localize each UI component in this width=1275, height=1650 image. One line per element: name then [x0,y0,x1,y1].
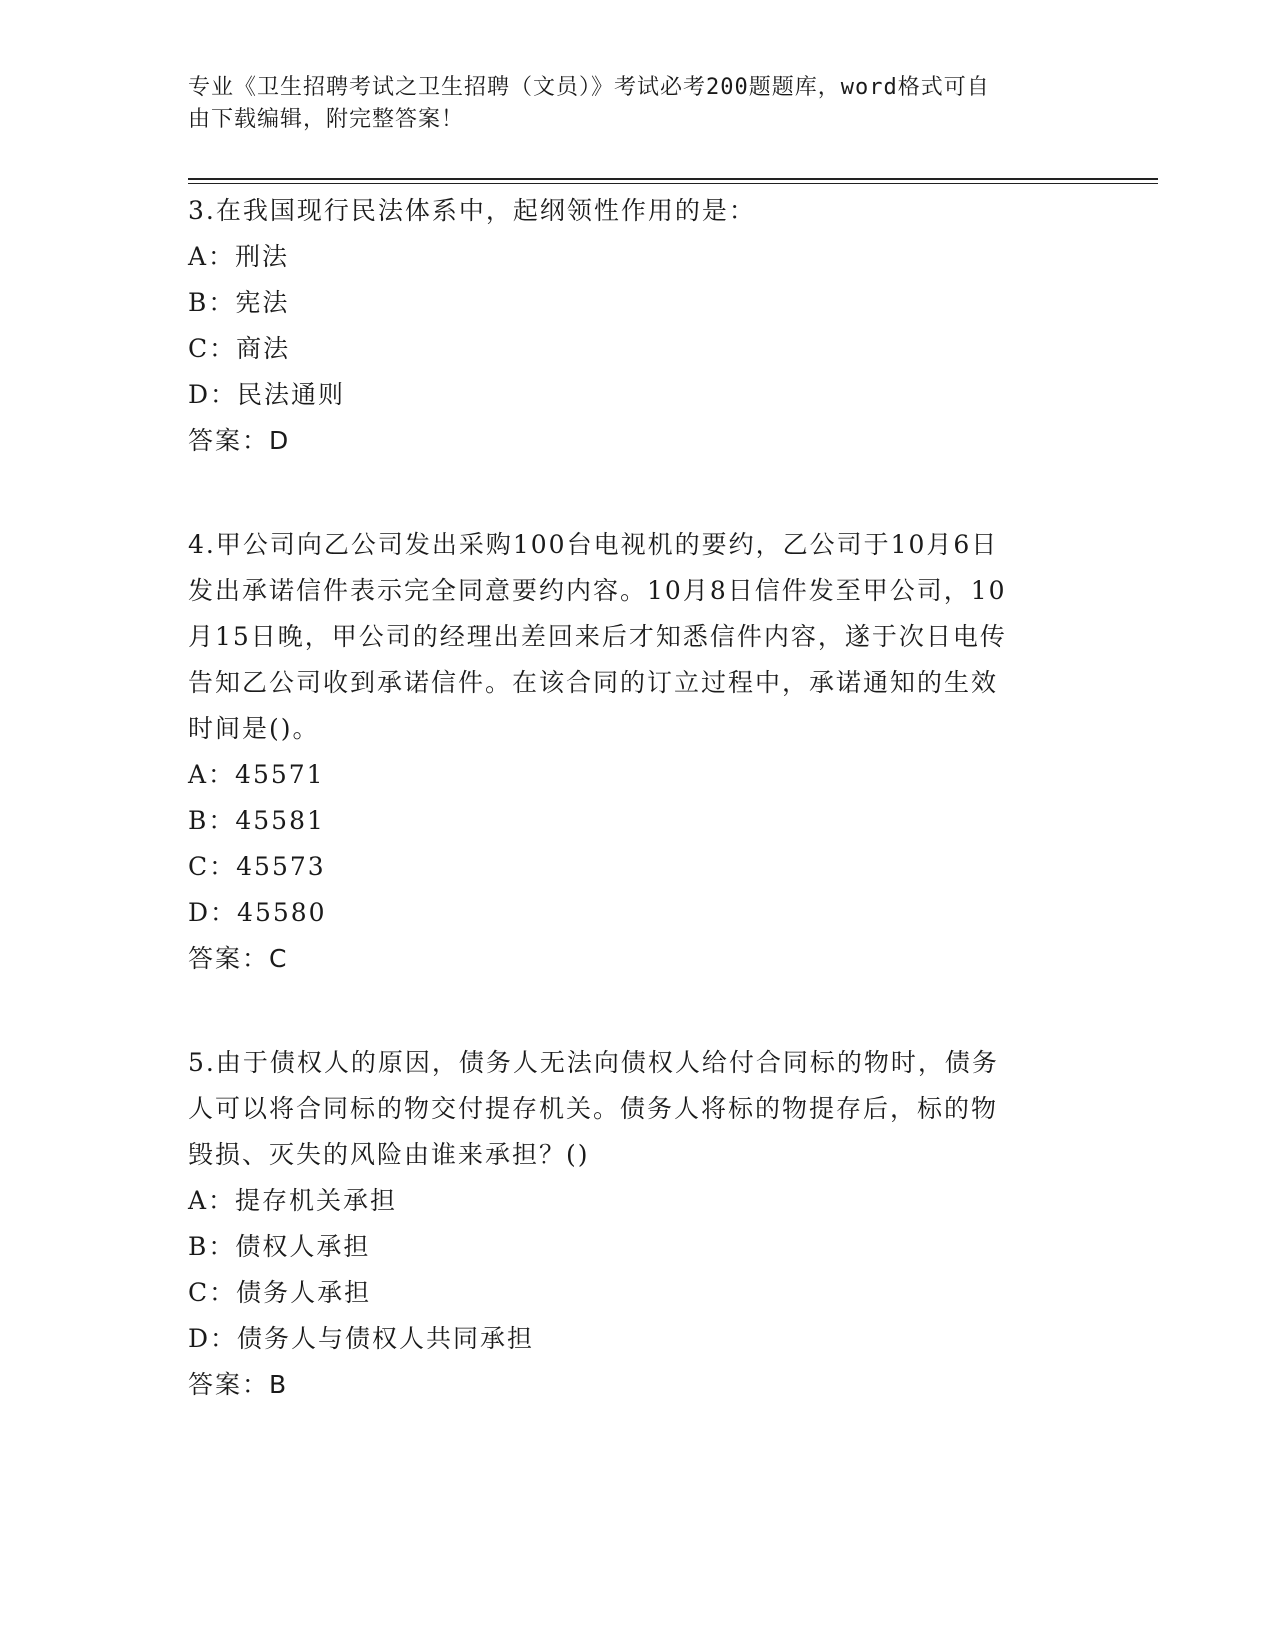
answer-label: 答案：B [188,1370,289,1399]
header-line: 专业《卫生招聘考试之卫生招聘（文员）》考试必考200题题库，word格式可自 [188,75,990,100]
option-d: D：45580 [188,898,327,927]
question-text: 毁损、灭失的风险由谁来承担？() [188,1140,590,1169]
question-item [188,188,1088,464]
option-c: C：45573 [188,852,326,881]
question-text: 月15日晚，甲公司的经理出差回来后才知悉信件内容，遂于次日电传 [188,622,1007,651]
question-text: 发出承诺信件表示完全同意要约内容。10月8日信件发至甲公司，10 [188,576,1007,605]
option-c: C：商法 [188,334,291,363]
option-b: B：宪法 [188,288,290,317]
answer-label: 答案：C [188,944,289,973]
question-text: 告知乙公司收到承诺信件。在该合同的订立过程中，承诺通知的生效 [188,668,999,697]
header-divider [188,183,1158,184]
question-item [188,1040,1088,1408]
option-b: B：债权人承担 [188,1232,371,1261]
question-list [188,188,1088,1408]
question-text: 4.甲公司向乙公司发出采购100台电视机的要约，乙公司于10月6日 [188,530,999,559]
document-header [188,72,1088,136]
question-item [188,522,1088,982]
option-d: D：民法通则 [188,380,346,409]
question-spacer [188,982,1088,1040]
option-a: A：刑法 [188,242,290,271]
question-text: 5.由于债权人的原因，债务人无法向债权人给付合同标的物时，债务 [188,1048,999,1077]
question-text: 3.在我国现行民法体系中，起纲领性作用的是： [188,196,756,225]
option-a: A：提存机关承担 [188,1186,398,1215]
question-text: 人可以将合同标的物交付提存机关。债务人将标的物提存后，标的物 [188,1094,999,1123]
answer-label: 答案：D [188,426,291,455]
option-c: C：债务人承担 [188,1278,372,1307]
option-b: B：45581 [188,806,325,835]
option-a: A：45571 [188,760,325,789]
question-text: 时间是()。 [188,714,320,743]
question-spacer [188,464,1088,522]
option-d: D：债务人与债权人共同承担 [188,1324,535,1353]
header-divider [188,178,1158,180]
header-line: 由下载编辑，附完整答案！ [188,107,465,132]
